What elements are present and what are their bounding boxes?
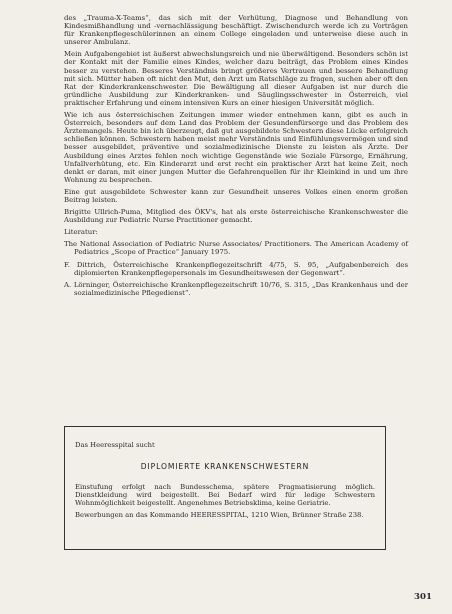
- literature-entry: A. Lörninger, Österreichische Krankenpflegezeitschrift 10/76, S. 315, „Das Krankenhaus und der sozialmedizinische Pflegedienst“.: [64, 280, 408, 297]
- paragraph: des „Trauma-X-Teams“, das sich mit der Verhütung, Diagnose und Behandlung von Kindesmißhandlung und -vernachlässigung beschäftigt. Zwischendurch werde ich zu Vorträgen für Krankenpflegeschülerinnen an einem College eingeladen und unterweise diese auch in unserer Ambulanz.: [64, 14, 408, 47]
- paragraph: Mein Aufgabengebiet ist äußerst abwechslungsreich und nie überwältigend. Besonders schön ist der Kontakt mit der Familie eines Kindes, welcher dazu beiträgt, das Problem eines Kindes besser zu verstehen. Besseres Verständnis bringt größeres Vertrauen und bessere Behandlung mit sich. Mütter haben oft nicht den Mut, den Arzt um Ratschläge zu fragen, suchen aber oft den Rat der Kinderkrankenschwester. Die Bewältigung all dieser Aufgaben ist nur durch die gründliche Ausbildung zur Kinderkranken- und Säuglingsschwester in Österreich, viel praktischer Erfahrung und einem intensiven Kurs an einer hiesigen Universität möglich.: [64, 50, 408, 107]
- literature-entry: The National Association of Pediatric Nurse Associates/ Practitioners. The American Academy of Pediatrics „Scope of Practice“ January 1975.: [64, 240, 408, 257]
- article-body: [64, 14, 408, 301]
- literature-entry: F. Dittrich, Österreichische Krankenpflegezeitschrift 4/75, S. 95, „Aufgabenbereich des diplomierten Krankenpflegepersonals im Gesundheitswesen der Gegenwart“.: [64, 260, 408, 277]
- author-note: Brigitte Ullrich-Puma, Mitglied des ÖKV's, hat als erste österreichische Krankenschwester die Ausbildung zur Pediatric Nurse Practitioner gemacht.: [64, 208, 408, 225]
- ad-heading: DIPLOMIERTE KRANKENSCHWESTERN: [140, 462, 310, 472]
- paragraph: Wie ich aus österreichischen Zeitungen immer wieder entnehmen kann, gibt es auch in Österreich, besonders auf dem Land das Problem der Gesundenfürsorge und das Problem des Ärztemangels. Heute bin ich überzeugt, daß gut ausgebildete Schwestern diese Lücke erfolgreich schließen können. Schwestern haben meist mehr Verständnis und Einfühlungsvermögen und sind besser ausgebildet, präventive und sozialmedizinische Dienste zu leisten als Ärzte. Der Ausbildung eines Arztes fehlen noch wichtige Gegenstände wie Soziale Fürsorge, Ernährung, Unfallverhütung, etc. Ein Kinderarzt und erst recht ein praktischer Arzt hat keine Zeit, noch denkt er daran, mit einer jungen Mutter die Gefahrenquellen für ihr Kleinkind in und um ihre Wohnung zu besprechen.: [64, 111, 408, 184]
- paragraph: Eine gut ausgebildete Schwester kann zur Gesundheit unseres Volkes einen enorm großen Beitrag leisten.: [64, 187, 408, 204]
- ad-intro: Das Heeresspital sucht: [75, 441, 155, 449]
- job-advertisement: [64, 426, 386, 550]
- ad-body: Einstufung erfolgt nach Bundesschema, spätere Pragmatisierung möglich. Dienstkleidung wird beigestellt. Bei Bedarf wird für ledige Schwestern Wohnmöglichkeit beigestellt. Angenehmes Betriebsklima, keine Geriatrie.: [75, 483, 375, 508]
- ad-application: Bewerbungen an das Kommando HEERESSPITAL, 1210 Wien, Brünner Straße 238.: [75, 511, 364, 520]
- page-number: 301: [414, 592, 432, 602]
- literature-title: Literatur:: [64, 228, 98, 237]
